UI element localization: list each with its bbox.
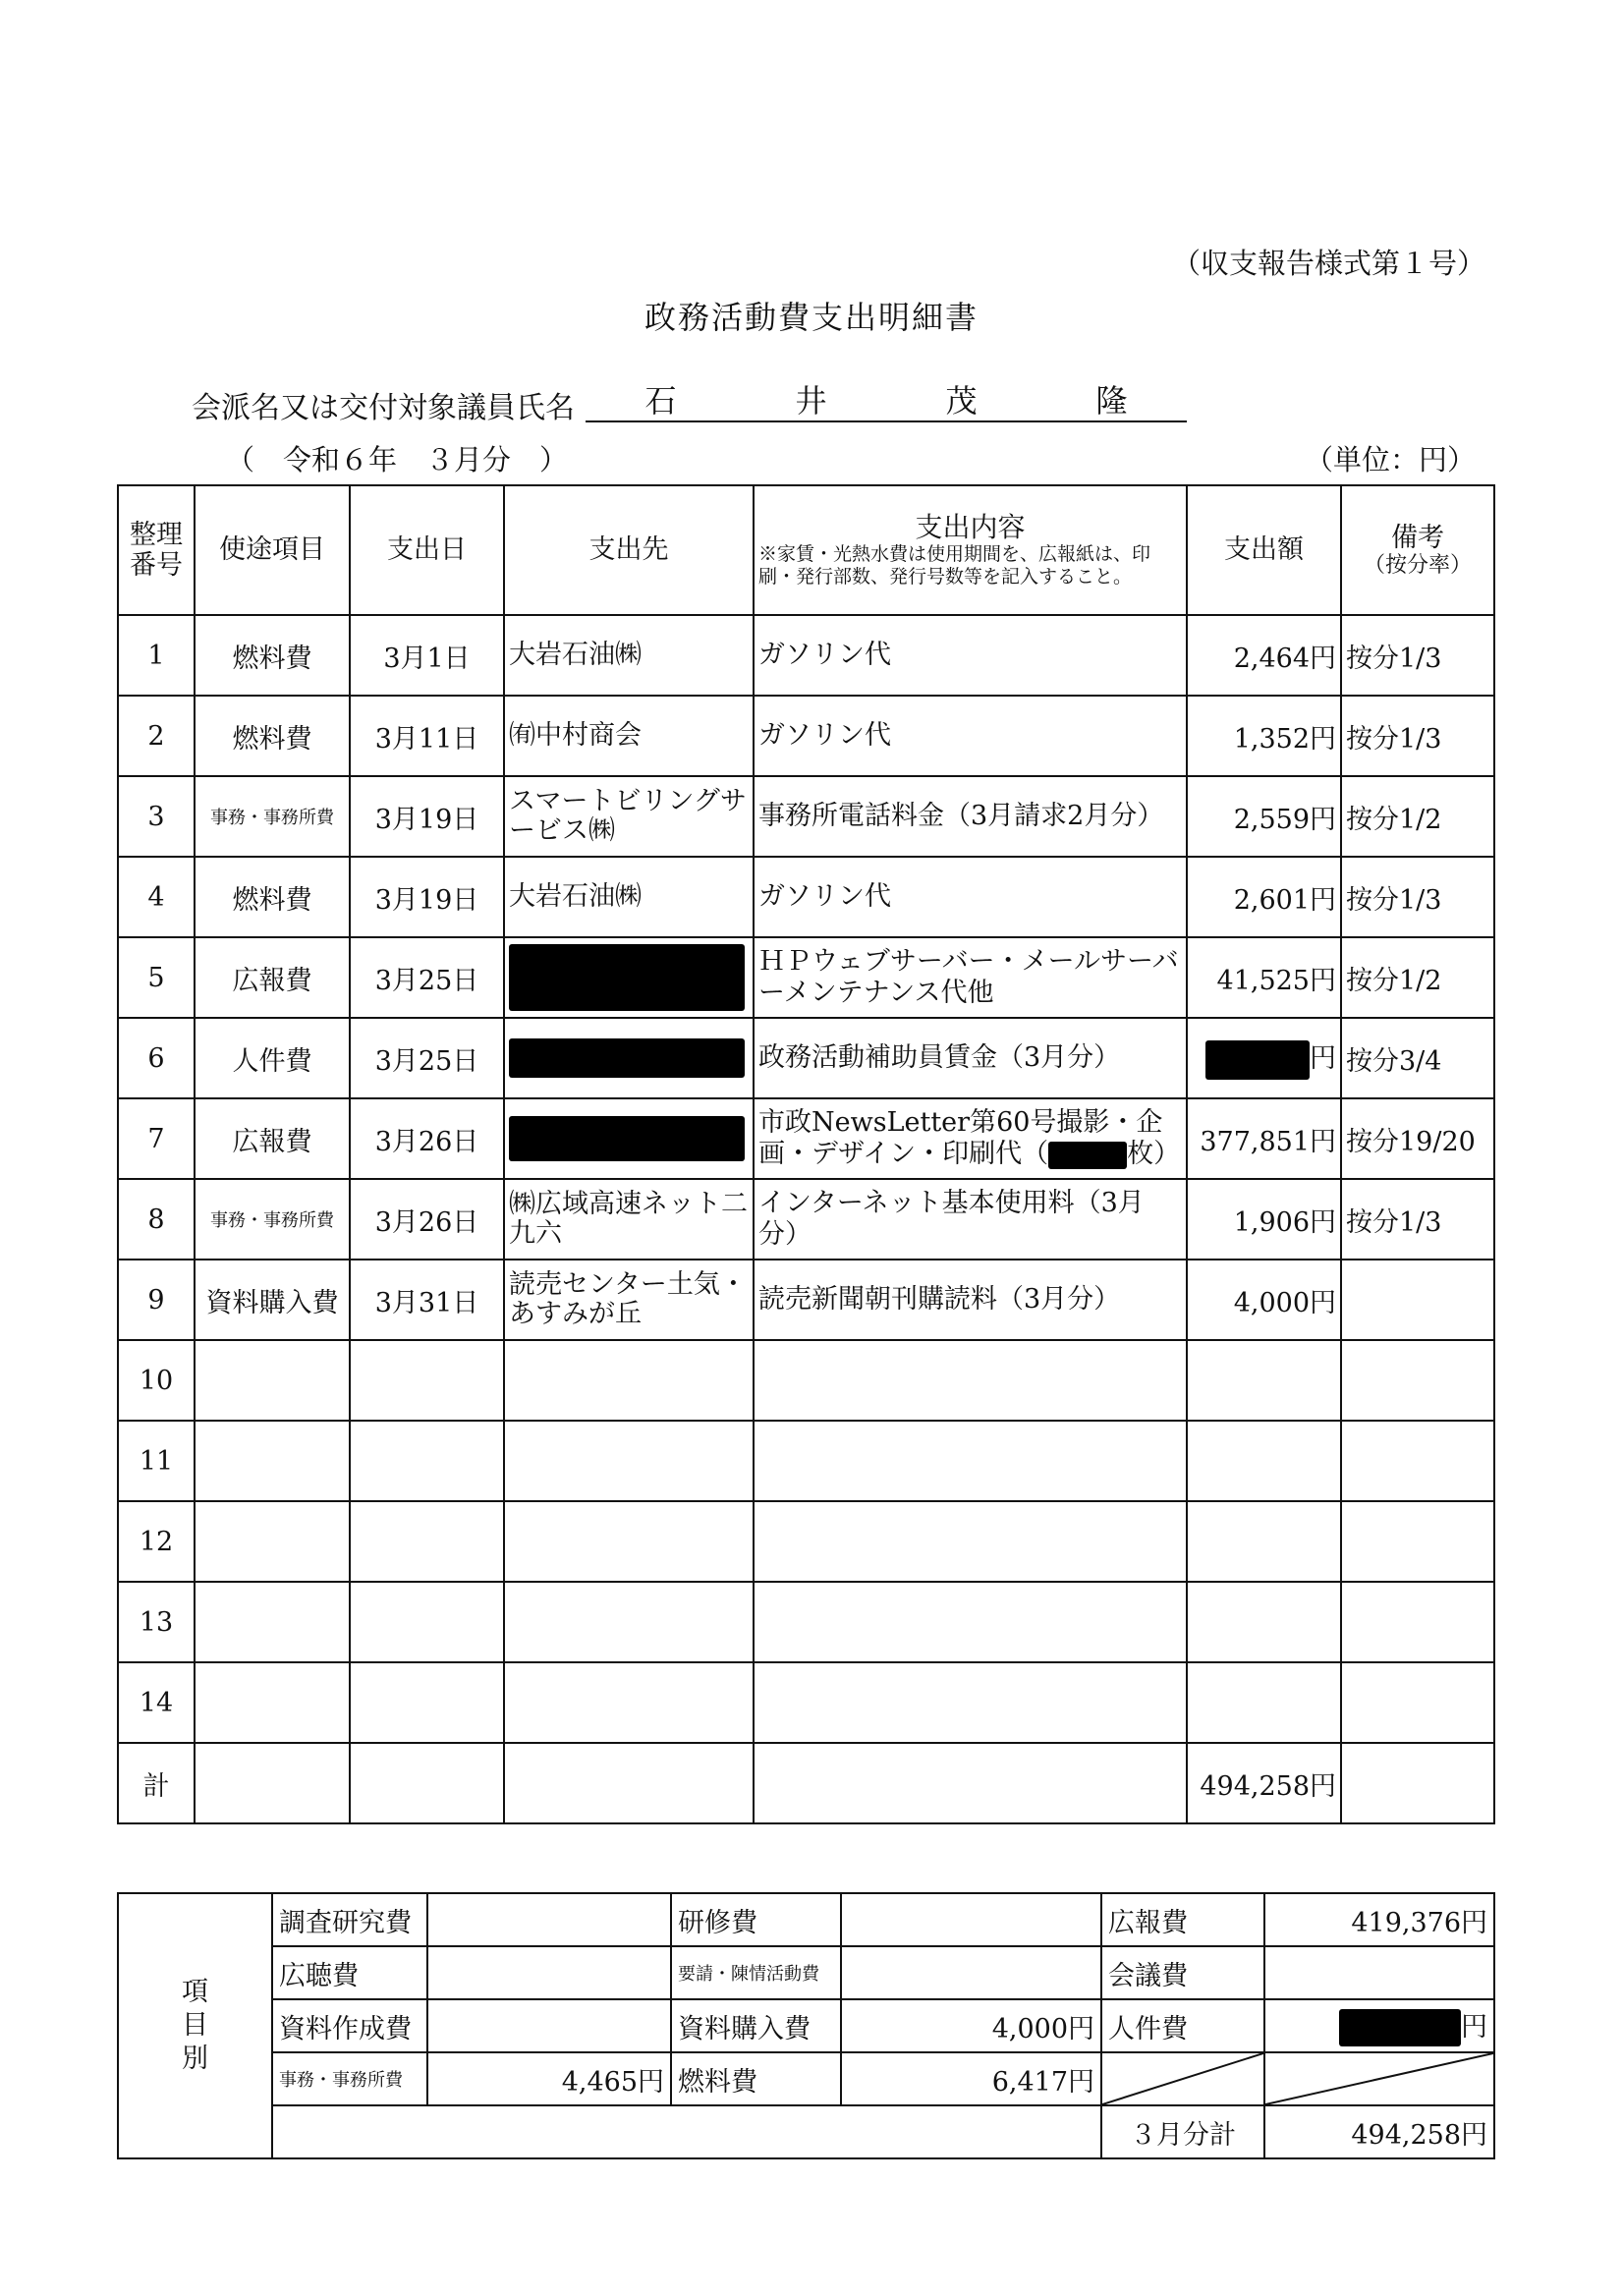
personnel-yen-suffix: 円 [1461,2011,1487,2043]
row-no: 12 [118,1501,195,1582]
petition-value [841,1946,1101,1999]
row-date [350,1421,504,1501]
row-payee: 大岩石油㈱ [504,615,754,696]
content-part-a: 市政NewsLetter第60号撮影・企画・デザイン・印刷代（ [758,1106,1163,1169]
member-name-char: 隆 [1095,382,1128,420]
row-date: 3月31日 [350,1260,504,1340]
table-row [118,1260,1494,1340]
expense-table [117,484,1495,1824]
month-total-label: ３月分計 [1101,2105,1264,2158]
row-amount: 4,000円 [1187,1260,1341,1340]
office-label: 事務・事務所費 [272,2052,427,2105]
table-row [118,615,1494,696]
row-content [754,1098,1187,1179]
material-buy-value: 4,000円 [841,1999,1101,2052]
redaction-block [509,944,745,1011]
row-content: インターネット基本使用料（3月分） [754,1179,1187,1260]
training-label: 研修費 [671,1893,841,1946]
row-content: ＨＰウェブサーバー・メールサーバーメンテナンス代他 [754,937,1187,1018]
header-date: 支出日 [350,485,504,615]
fuel-label: 燃料費 [671,2052,841,2105]
total-row [118,1743,1494,1823]
table-header-row [118,485,1494,615]
row-note [1341,1421,1494,1501]
row-note [1341,1501,1494,1582]
row-no: 5 [118,937,195,1018]
summary-row [118,1946,1494,1999]
material-make-label: 資料作成費 [272,1999,427,2052]
row-amount: 41,525円 [1187,937,1341,1018]
diagonal-line [1102,2053,1263,2104]
row-payee [504,1662,754,1743]
table-row [118,1098,1494,1179]
fuel-value: 6,417円 [841,2052,1101,2105]
row-date [350,1582,504,1662]
table-row [118,1582,1494,1662]
row-date: 3月11日 [350,696,504,776]
redaction-block [1339,2009,1461,2046]
row-amount: 377,851円 [1187,1098,1341,1179]
side-char: 目 [182,2010,208,2042]
pr-value: 419,376円 [1264,1893,1494,1946]
row-payee [504,1743,754,1823]
row-payee [504,937,754,1018]
row-category [195,1421,350,1501]
row-date [350,1340,504,1421]
personnel-value [1264,1999,1494,2052]
table-row [118,776,1494,857]
row-no: 9 [118,1260,195,1340]
row-no: 11 [118,1421,195,1501]
row-payee [504,1501,754,1582]
row-content: ガソリン代 [754,857,1187,937]
header-note-sub: （按分率） [1363,552,1472,578]
row-date [350,1501,504,1582]
table-row [118,937,1494,1018]
member-name-char: 井 [795,382,827,420]
row-note: 按分3/4 [1341,1018,1494,1098]
table-row [118,1179,1494,1260]
row-category: 燃料費 [195,857,350,937]
row-note: 按分19/20 [1341,1098,1494,1179]
row-category [195,1501,350,1582]
research-value [427,1893,671,1946]
row-amount [1187,1421,1341,1501]
row-note: 按分1/3 [1341,1179,1494,1260]
summary-blank [272,2105,1101,2158]
row-payee: ㈱広域高速ネット二九六 [504,1179,754,1260]
row-category: 燃料費 [195,696,350,776]
redaction-block [1048,1142,1127,1169]
row-date [350,1662,504,1743]
row-date: 3月1日 [350,615,504,696]
row-no: 14 [118,1662,195,1743]
row-amount: 2,559円 [1187,776,1341,857]
row-no: 8 [118,1179,195,1260]
table-row [118,1340,1494,1421]
header-amount: 支出額 [1187,485,1341,615]
form-id: （収支報告様式第１号） [1171,247,1485,280]
row-content: 読売新聞朝刊購読料（3月分） [754,1260,1187,1340]
row-category [195,1582,350,1662]
summary-row [118,1999,1494,2052]
row-category: 人件費 [195,1018,350,1098]
row-note: 按分1/3 [1341,857,1494,937]
row-payee [504,1421,754,1501]
member-label: 会派名又は交付対象議員氏名 [192,391,575,425]
header-note-label: 備考 [1391,522,1444,553]
row-no: 2 [118,696,195,776]
row-no: 4 [118,857,195,937]
total-amount: 494,258円 [1187,1743,1341,1823]
table-row [118,1421,1494,1501]
document-title: 政務活動費支出明細書 [644,299,979,336]
meeting-value [1264,1946,1494,1999]
row-category: 広報費 [195,1098,350,1179]
row-category: 事務・事務所費 [195,776,350,857]
material-make-value [427,1999,671,2052]
row-note [1341,1582,1494,1662]
unit-label: （単位：円） [1304,443,1476,476]
row-date: 3月26日 [350,1098,504,1179]
redaction-block [509,1038,745,1078]
row-content: 事務所電話料金（3月請求2月分） [754,776,1187,857]
material-buy-label: 資料購入費 [671,1999,841,2052]
row-date: 3月25日 [350,937,504,1018]
row-category: 広報費 [195,937,350,1018]
row-content: 政務活動補助員賃金（3月分） [754,1018,1187,1098]
row-content: ガソリン代 [754,615,1187,696]
row-amount: 2,464円 [1187,615,1341,696]
row-category [195,1743,350,1823]
diagonal-line [1265,2053,1493,2104]
row-amount [1187,1018,1341,1098]
row-no: 7 [118,1098,195,1179]
table-row [118,857,1494,937]
summary-side-label [118,1893,272,2158]
row-category: 燃料費 [195,615,350,696]
hearing-value [427,1946,671,1999]
member-name-char: 石 [644,382,677,420]
office-value: 4,465円 [427,2052,671,2105]
row-amount [1187,1662,1341,1743]
row-note [1341,1260,1494,1340]
table-row [118,1501,1494,1582]
row-no: 13 [118,1582,195,1662]
header-content-label: 支出内容 [915,511,1026,544]
row-no: 1 [118,615,195,696]
member-name-char: 茂 [945,382,978,420]
row-content: ガソリン代 [754,696,1187,776]
row-note: 按分1/3 [1341,696,1494,776]
row-no: 6 [118,1018,195,1098]
hearing-label: 広聴費 [272,1946,427,1999]
header-content-note: ※家賃・光熱水費は使用期間を、広報紙は、印刷・発行部数、発行号数等を記入すること。 [758,543,1151,588]
row-amount: 2,601円 [1187,857,1341,937]
header-no: 整理番号 [118,485,195,615]
row-content [754,1501,1187,1582]
table-row [118,1662,1494,1743]
row-category [195,1340,350,1421]
row-date: 3月19日 [350,776,504,857]
row-payee [504,1018,754,1098]
redaction-block [1205,1040,1310,1080]
row-note: 按分1/3 [1341,615,1494,696]
meeting-label: 会議費 [1101,1946,1264,1999]
month-total-value: 494,258円 [1264,2105,1494,2158]
research-label: 調査研究費 [272,1893,427,1946]
summary-row [118,2105,1494,2158]
period: （ 令和６年 ３月分 ） [226,443,569,476]
row-payee [504,1340,754,1421]
row-note [1341,1743,1494,1823]
diagonal-blank-cell [1101,2052,1264,2105]
row-category [195,1662,350,1743]
row-note: 按分1/2 [1341,776,1494,857]
row-amount [1187,1501,1341,1582]
row-payee: ㈲中村商会 [504,696,754,776]
training-value [841,1893,1101,1946]
row-content [754,1582,1187,1662]
row-amount: 1,906円 [1187,1179,1341,1260]
row-payee: スマートビリングサービス㈱ [504,776,754,857]
summary-row [118,1893,1494,1946]
row-amount [1187,1582,1341,1662]
row-date: 3月25日 [350,1018,504,1098]
total-label: 計 [118,1743,195,1823]
row-payee [504,1582,754,1662]
row-payee: 読売センター土気・あすみが丘 [504,1260,754,1340]
pr-label: 広報費 [1101,1893,1264,1946]
summary-row [118,2052,1494,2105]
row-category: 事務・事務所費 [195,1179,350,1260]
row-amount [1187,1340,1341,1421]
row-date: 3月26日 [350,1179,504,1260]
table-row [118,1018,1494,1098]
personnel-label: 人件費 [1101,1999,1264,2052]
redaction-block [509,1116,745,1161]
row-note [1341,1662,1494,1743]
header-category: 使途項目 [195,485,350,615]
amount-yen-suffix: 円 [1310,1043,1336,1075]
side-char: 別 [182,2043,208,2074]
category-summary-table [117,1892,1495,2159]
row-no: 10 [118,1340,195,1421]
row-content [754,1340,1187,1421]
row-category: 資料購入費 [195,1260,350,1340]
row-note: 按分1/2 [1341,937,1494,1018]
row-content [754,1662,1187,1743]
row-no: 3 [118,776,195,857]
member-name [586,377,1187,422]
table-row [118,696,1494,776]
side-char: 項 [182,1977,208,2008]
row-payee: 大岩石油㈱ [504,857,754,937]
header-payee: 支出先 [504,485,754,615]
row-payee [504,1098,754,1179]
row-date: 3月19日 [350,857,504,937]
content-part-b: 枚） [1127,1139,1181,1169]
petition-label: 要請・陳情活動費 [671,1946,841,1999]
header-content [754,485,1187,615]
row-date [350,1743,504,1823]
diagonal-blank-cell [1264,2052,1494,2105]
row-note [1341,1340,1494,1421]
row-content [754,1743,1187,1823]
row-amount: 1,352円 [1187,696,1341,776]
header-note [1341,485,1494,615]
row-content [754,1421,1187,1501]
